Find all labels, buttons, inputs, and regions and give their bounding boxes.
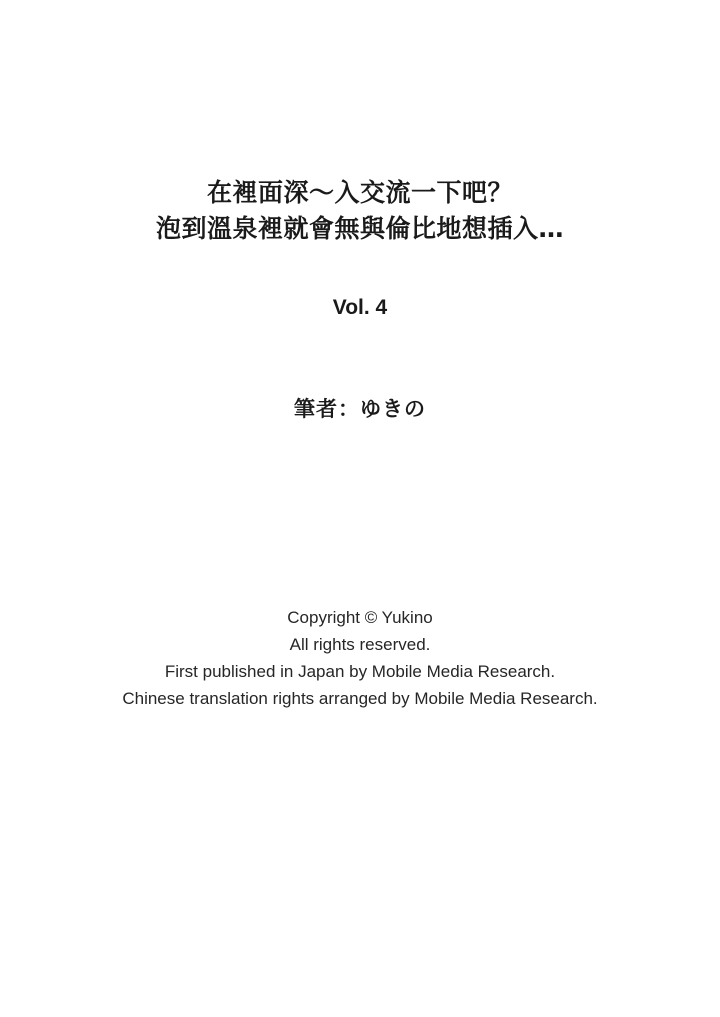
copyright-line-4: Chinese translation rights arranged by Mobile Media Research. bbox=[122, 689, 598, 708]
volume-label: Vol. 4 bbox=[332, 296, 388, 319]
copyright-line-3: First published in Japan by Mobile Media Research. bbox=[164, 662, 556, 681]
copyright-block bbox=[0, 604, 720, 712]
author-label: 筆者：ゆきの bbox=[294, 397, 426, 421]
copyright-line-1: Copyright © Yukino bbox=[287, 608, 433, 627]
title-line-1: 在裡面深～入交流一下吧？ bbox=[206, 178, 513, 207]
copyright-line-2: All rights reserved. bbox=[289, 635, 431, 654]
title-block bbox=[0, 175, 720, 247]
title-line-2: 泡到溫泉裡就會無與倫比地想插入… bbox=[155, 214, 564, 243]
